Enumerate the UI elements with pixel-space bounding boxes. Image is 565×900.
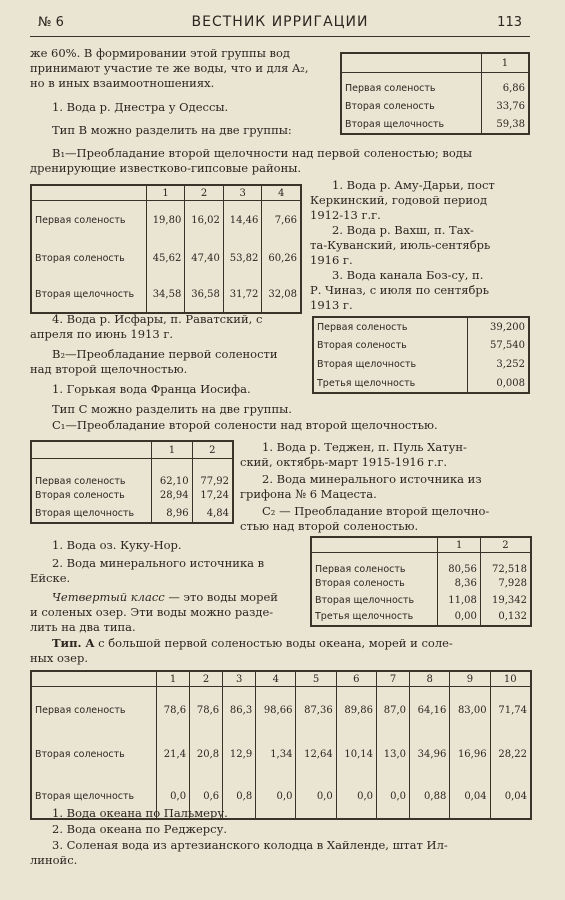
row-label: Первая соленость [35,475,126,487]
journal-title: ВЕСТНИК ИРРИГАЦИИ [191,14,369,30]
col-header: 1 [152,441,192,459]
cell-value: 0,0 [376,775,409,819]
cell-value: 0,0 [256,775,296,819]
row-label: Вторая щелочность [315,594,415,606]
col-header: 5 [296,671,336,687]
col-header: 3 [223,185,262,201]
cell-value: 0,6 [190,775,223,819]
cell-value: 6,86 [481,73,529,98]
table-t5 [310,536,532,627]
row-label: Вторая щелочность [35,288,135,300]
cell-value: 0,0 [296,775,336,819]
cell-value: 89,86 [336,687,376,735]
cell-value: 3,252 [467,355,529,374]
col-header: 10 [490,671,531,687]
cell-value: 13,0 [376,735,409,775]
cell-value: 45,62 [146,241,185,277]
cell-value: 19,342 [480,592,531,609]
row-label: Первая соленость [345,82,436,94]
table-t1 [340,52,530,135]
cell-value: 86,3 [223,687,256,735]
row-label: Вторая щелочность [317,359,417,370]
cell-value: 16,96 [450,735,490,775]
cell-value: 17,24 [192,487,233,505]
row-label: Вторая щелочность [345,118,445,130]
text-line: и соленых озер. Эти воды можно разде- [30,605,274,619]
cell-value: 34,96 [410,735,450,775]
col-header: 2 [192,441,233,459]
table-t3 [312,316,530,394]
text-line: над второй щелочностью. [30,362,188,376]
text-line: Ейске. [30,571,71,585]
cell-value: 87,0 [376,687,409,735]
row-label: Вторая соленость [345,100,435,112]
text-line: 1. Горькая вода Франца Иосифа. [52,382,251,396]
cell-value: 60,26 [262,241,301,277]
text-line: ский, октябрь-март 1915-1916 г.г. [240,455,448,469]
cell-value: 19,80 [146,201,185,241]
col-header: 1 [438,537,480,553]
text-line: B₂—Преобладание первой солености [52,347,278,361]
text-line: 1912-13 г.г. [310,208,381,222]
cell-value: 33,76 [481,97,529,115]
cell-value: 87,36 [296,687,336,735]
cell-value: 0,8 [223,775,256,819]
text-line: апреля по июнь 1913 г. [30,327,174,341]
text-line: Керкинский, годовой период [310,193,488,207]
col-header: 7 [376,671,409,687]
row-label: Вторая соленость [317,340,407,351]
text-line: лить на два типа. [30,620,136,634]
cell-value: 0,0 [336,775,376,819]
cell-value: 0,00 [438,609,480,626]
row-label: Первая соленость [35,705,126,717]
col-header: 2 [185,185,224,201]
text-line: 3. Вода канала Боз-су, п. [332,268,484,282]
text-line: C₁—Преобладание второй солености над второй щелочностью. [52,418,438,432]
cell-value: 64,16 [410,687,450,735]
cell-value: 20,8 [190,735,223,775]
cell-value: 28,22 [490,735,531,775]
cell-value: 7,928 [480,575,531,592]
table-t6 [30,670,532,820]
text-line: 1. Вода р. Теджен, п. Пуль Хатун- [262,440,467,454]
text-line: Тип C можно разделить на две группы. [52,402,292,416]
text-line [30,590,278,605]
cell-value: 7,66 [262,201,301,241]
text-line: 1913 г. [310,298,353,312]
cell-value: 11,08 [438,592,480,609]
cell-value: 21,4 [157,735,190,775]
type-heading: Тип. A [52,636,95,650]
cell-value: 78,6 [157,687,190,735]
text-line: ных озер. [30,651,88,665]
page-header [30,12,530,37]
cell-value: 77,92 [192,459,233,487]
row-label: Вторая соленость [35,749,125,760]
text-line: C₂ — Преобладание второй щелочно- [262,504,490,518]
class-name: Четвертый класс [52,590,165,604]
issue-number: № 6 [38,15,64,30]
cell-value: 71,74 [490,687,531,735]
col-header: 1 [481,53,529,73]
row-label: Первая соленость [317,321,408,333]
text-line: 2. Вода океана по Реджерсу. [52,822,228,836]
cell-value: 8,36 [438,575,480,592]
cell-value: 34,58 [146,277,185,313]
text-line: дренирующие известково-гипсовые районы. [30,161,302,175]
row-label: Третья щелочность [317,377,416,389]
row-label: Третья щелочность [315,611,414,622]
cell-value: 98,66 [256,687,296,735]
text-line: 2. Вода р. Вахш, п. Тах- [332,223,474,237]
cell-value: 0,04 [490,775,531,819]
row-label: Первая соленость [315,563,406,575]
cell-value: 32,08 [262,277,301,313]
col-header: 3 [223,671,256,687]
page-number: 113 [497,15,522,30]
text-line: 1. Вода оз. Куку-Нор. [52,538,182,552]
text-line: но в иных взаимоотношениях. [30,76,215,90]
col-header: 1 [157,671,190,687]
cell-value: 12,9 [223,735,256,775]
text-line: 1. Вода р. Аму-Дарьи, пост [332,178,495,192]
row-label: Вторая соленость [35,253,125,264]
text-line: грифона № 6 Мацеста. [240,487,377,501]
cell-value: 28,94 [152,487,192,505]
text-line: линойс. [30,853,78,867]
cell-value: 4,84 [192,505,233,523]
col-header: 8 [410,671,450,687]
cell-value: 0,0 [157,775,190,819]
cell-value: 0,132 [480,609,531,626]
table-t4 [30,440,234,524]
col-header: 4 [262,185,301,201]
text-line: же 60%. В формировании этой группы вод [30,46,290,60]
col-header: 9 [450,671,490,687]
text-line: 3. Соленая вода из артезианского колодца в Хайленде, штат Ил- [52,838,448,852]
table-t2 [30,184,302,314]
cell-value: 47,40 [185,241,224,277]
cell-value: 8,96 [152,505,192,523]
cell-value: 0,008 [467,374,529,393]
col-header: 2 [190,671,223,687]
cell-value: 1,34 [256,735,296,775]
row-label: Вторая щелочность [35,790,135,802]
cell-value: 78,6 [190,687,223,735]
col-header: 6 [336,671,376,687]
cell-value: 31,72 [223,277,262,313]
cell-value: 39,200 [467,317,529,336]
cell-value: 0,88 [410,775,450,819]
text-line: 1916 г. [310,253,353,267]
text-line: Тип B можно разделить на две группы: [52,123,292,137]
text-line: та-Куванский, июль-сентябрь [310,238,491,252]
text-line: 2. Вода минерального источника из [262,472,482,486]
cell-value: 53,82 [223,241,262,277]
text-line: 1. Вода океана по Пальмеру. [52,806,228,820]
text-line: Р. Чиназ, с июля по сентябрь [310,283,490,297]
cell-value: 0,04 [450,775,490,819]
row-label: Вторая соленость [315,577,405,589]
cell-value: 16,02 [185,201,224,241]
text-line: принимают участие те же воды, что и для A₂, [30,61,309,75]
text-line: 1. Вода р. Днестра у Одессы. [52,100,229,114]
text-line: стью над второй соленостью. [240,519,419,533]
col-header: 4 [256,671,296,687]
cell-value: 57,540 [467,336,529,355]
row-label: Вторая щелочность [35,507,135,519]
cell-value: 59,38 [481,115,529,134]
col-header: 2 [480,537,531,553]
cell-value: 36,58 [185,277,224,313]
cell-value: 14,46 [223,201,262,241]
cell-value: 72,518 [480,553,531,575]
text-line: 2. Вода минерального источника в [52,556,265,570]
text-line: 4. Вода р. Исфары, п. Раватский, с [52,312,263,326]
text-line [30,636,453,651]
cell-value: 80,56 [438,553,480,575]
text-line: B₁—Преобладание второй щелочности над первой соленостью; воды [52,146,473,160]
row-label: Первая соленость [35,215,126,227]
text-fragment: с большой первой соленостью воды океана, морей и соле- [94,636,453,650]
cell-value: 62,10 [152,459,192,487]
cell-value: 83,00 [450,687,490,735]
cell-value: 10,14 [336,735,376,775]
text-fragment: — это воды морей [164,590,278,604]
row-label: Вторая соленость [35,490,125,501]
cell-value: 12,64 [296,735,336,775]
col-header: 1 [146,185,185,201]
